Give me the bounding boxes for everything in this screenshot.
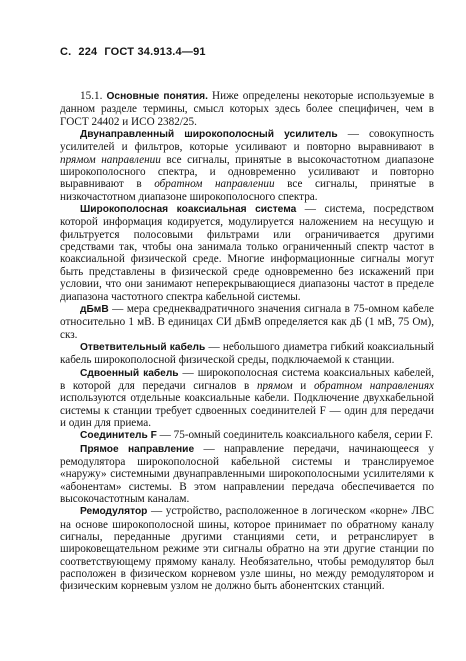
definition-text: — 75-омный соединитель коаксиального кабеля, серии F. bbox=[156, 429, 433, 442]
page-prefix: С. bbox=[60, 46, 72, 58]
definition-text: — устройство, расположенное в логическом «корне» ЛВС на основе широкополосной шины, которое принимает по обратному каналу сигналы, переданные другими станциями сети, и ретранслирует в широковещательном режиме эти сигналы обратно на эти другие станции по соответствующему прямому каналу. Необязательно, чтобы ремодулятор был расположен в физическом корневом узле шины, но между ремодулятором и физическим корневым узлом не должно быть абонентских станций. bbox=[60, 505, 434, 593]
definition-headend-remodulator bbox=[60, 505, 434, 592]
definition-emphasis: обратном направлении bbox=[154, 178, 275, 191]
section-title: Основные понятия. bbox=[106, 91, 208, 102]
page-header bbox=[60, 46, 213, 58]
definition-text: и bbox=[292, 379, 314, 392]
definition-broadband-system bbox=[60, 203, 434, 303]
definition-dbmv bbox=[60, 303, 434, 341]
definition-text: все сигналы, принятые в высокочастотном диапазоне широкополосного спектра, и одновременно усиливают и повторно выравнивают в bbox=[60, 153, 434, 191]
definition-term: Двунаправленный широкополосный усилитель bbox=[80, 129, 338, 141]
section-number: 15.1. bbox=[80, 90, 103, 102]
standard-code: ГОСТ 34.913.4—91 bbox=[104, 46, 206, 58]
definition-text: все сигналы, принятые в низкочастотном диапазоне широкополосного спектра. bbox=[60, 178, 434, 203]
intro-text: Ниже определены некоторые используемые в данном разделе термины, смысл которых здесь более специфичен, чем в ГОСТ 24402 и ИСО 2382/25. bbox=[60, 90, 434, 128]
definition-drop-cable bbox=[60, 341, 434, 367]
definition-text: используются отдельные коаксиальные кабели. Подключение двухкабельной системы к станции требует сдвоенных соединителей F — один для передачи и один для приема. bbox=[60, 392, 434, 429]
definition-f-connector bbox=[60, 429, 434, 442]
definition-bidirectional-amplifier bbox=[60, 128, 434, 203]
definition-text: — направление передачи, начинающееся у ремодулятора широкополосной кабельной системы и транслируемое «наружу» системными двунаправленными широкополосными усилителями к «абонентам» системы. В этом направлении передача обеспечивается по высокочастотным каналам. bbox=[60, 442, 434, 505]
definition-emphasis: прямом направлении bbox=[60, 153, 161, 166]
definition-term: Ремодулятор bbox=[80, 506, 148, 518]
definition-dual-cable bbox=[60, 367, 434, 430]
definition-text: — мера среднеквадратичного значения сигнала в 75-омном кабеле относительно 1 мВ. В единицах СИ дБмВ определяется как дБ (1 мВ, 75 Ом), скз. bbox=[60, 302, 434, 341]
definition-text: — система, посредством которой информация кодируется, модулируется наложением на несущую и фильтруется полосовыми фильтрами или ограничивается другими средствами так, чтобы она занимала только ограниченный спектр частот в коаксиальной физической среде. Многие информационные сигналы могут быть представлены в физической среде одновременно без искажений при условии, что они занимают неперекрывающиеся диапазоны частот в пределе диапазона частотного спектра кабельной системы. bbox=[60, 203, 434, 303]
page-number: 224 bbox=[78, 46, 98, 58]
definition-text: — совокупность усилителей и фильтров, которые усиливают и повторно выравнивают в bbox=[60, 128, 434, 154]
definition-emphasis: обратном направлениях bbox=[313, 379, 434, 392]
definition-term: Сдвоенный кабель bbox=[80, 367, 179, 379]
definition-term: дБмВ bbox=[80, 303, 109, 315]
definition-term: Ответвительный кабель bbox=[80, 341, 206, 353]
definition-text: — широкополосная система коаксиальных кабелей, в которой для передачи сигналов в bbox=[60, 366, 434, 392]
definition-text: — небольшого диаметра гибкий коаксиальный кабель широкополосной физической среды, подключаемой к станции. bbox=[60, 340, 434, 367]
definition-term: Широкополосная коаксиальная система bbox=[80, 204, 297, 216]
definition-term: Прямое направление bbox=[80, 443, 195, 455]
intro-paragraph bbox=[60, 90, 434, 128]
document-body bbox=[60, 90, 434, 593]
definition-term: Соединитель F bbox=[80, 430, 157, 442]
definition-forward-direction bbox=[60, 443, 434, 506]
definition-emphasis: прямом bbox=[256, 379, 293, 392]
